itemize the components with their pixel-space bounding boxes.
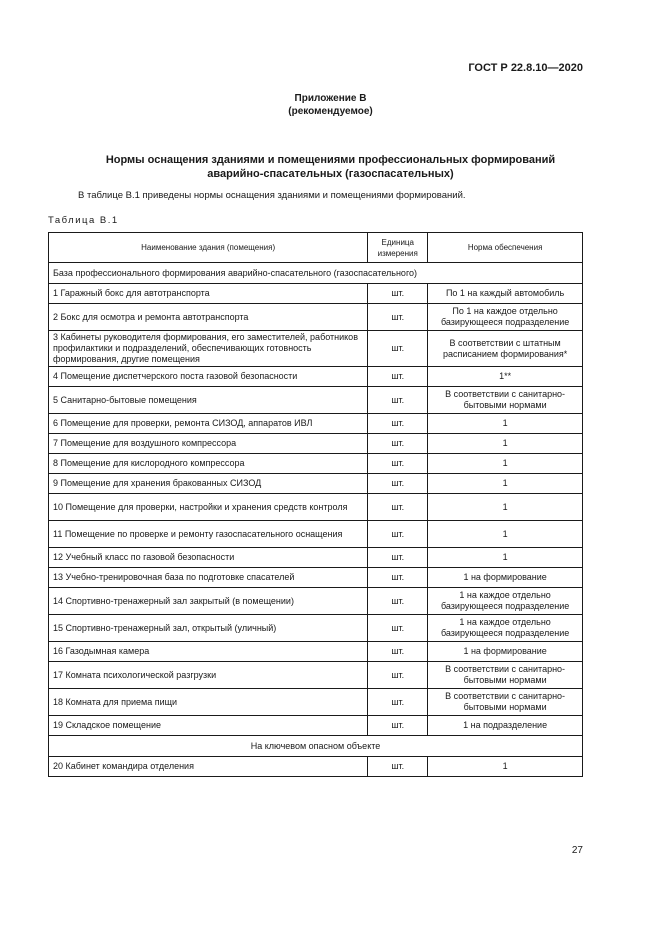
cell-unit: шт. bbox=[368, 689, 428, 716]
cell-name: 13 Учебно-тренировочная база по подготовке спасателей bbox=[49, 568, 368, 588]
cell-norm: 1 bbox=[428, 414, 583, 434]
cell-norm: 1 на формирование bbox=[428, 568, 583, 588]
cell-name: 15 Спортивно-тренажерный зал, открытый (уличный) bbox=[49, 615, 368, 642]
cell-name: 17 Комната психологической разгрузки bbox=[49, 662, 368, 689]
cell-unit: шт. bbox=[368, 454, 428, 474]
cell-norm: В соответствии с санитарно-бытовыми нормами bbox=[428, 387, 583, 414]
cell-name: 4 Помещение диспетчерского поста газовой безопасности bbox=[49, 367, 368, 387]
cell-name: 18 Комната для приема пищи bbox=[49, 689, 368, 716]
cell-unit: шт. bbox=[368, 494, 428, 521]
cell-name: 3 Кабинеты руководителя формирования, его заместителей, работников профилактики и подразделений, обеспечивающих готовность формирования, другие помещения bbox=[49, 331, 368, 367]
cell-name: 16 Газодымная камера bbox=[49, 642, 368, 662]
cell-norm: По 1 на каждое отдельно базирующееся подразделение bbox=[428, 304, 583, 331]
cell-unit: шт. bbox=[368, 548, 428, 568]
cell-norm: 1** bbox=[428, 367, 583, 387]
cell-norm: 1 bbox=[428, 474, 583, 494]
cell-norm: В соответствии с штатным расписанием формирования* bbox=[428, 331, 583, 367]
cell-norm: 1 bbox=[428, 757, 583, 777]
table-row bbox=[49, 284, 583, 304]
table-row bbox=[49, 662, 583, 689]
cell-name: 19 Складское помещение bbox=[49, 716, 368, 736]
appendix-subtitle: (рекомендуемое) bbox=[288, 106, 373, 117]
page-number: 27 bbox=[571, 845, 583, 856]
cell-norm: 1 bbox=[428, 521, 583, 548]
cell-unit: шт. bbox=[368, 642, 428, 662]
cell-name: 14 Спортивно-тренажерный зал закрытый (в помещении) bbox=[49, 588, 368, 615]
cell-unit: шт. bbox=[368, 716, 428, 736]
table-row bbox=[49, 414, 583, 434]
cell-name: 6 Помещение для проверки, ремонта СИЗОД, аппаратов ИВЛ bbox=[49, 414, 368, 434]
appendix-title: Приложение В bbox=[294, 93, 367, 104]
cell-unit: шт. bbox=[368, 521, 428, 548]
section-heading bbox=[0, 153, 661, 181]
section-row-base bbox=[49, 263, 583, 284]
table-row bbox=[49, 304, 583, 331]
table-row bbox=[49, 588, 583, 615]
cell-name: 1 Гаражный бокс для автотранспорта bbox=[49, 284, 368, 304]
cell-norm: 1 на формирование bbox=[428, 642, 583, 662]
cell-norm: 1 на подразделение bbox=[428, 716, 583, 736]
table-row bbox=[49, 716, 583, 736]
cell-norm: 1 на каждое отдельно базирующееся подразделение bbox=[428, 588, 583, 615]
cell-unit: шт. bbox=[368, 434, 428, 454]
heading-line-2: аварийно-спасательных (газоспасательных) bbox=[207, 168, 454, 180]
cell-unit: шт. bbox=[368, 474, 428, 494]
table-row bbox=[49, 367, 583, 387]
cell-name: 8 Помещение для кислородного компрессора bbox=[49, 454, 368, 474]
table-row bbox=[49, 331, 583, 367]
section-row-key-object-label: На ключевом опасном объекте bbox=[49, 736, 583, 757]
table-row bbox=[49, 757, 583, 777]
cell-unit: шт. bbox=[368, 568, 428, 588]
cell-unit: шт. bbox=[368, 331, 428, 367]
table-row bbox=[49, 387, 583, 414]
table-row bbox=[49, 494, 583, 521]
cell-norm: 1 bbox=[428, 548, 583, 568]
cell-name: 9 Помещение для хранения бракованных СИЗОД bbox=[49, 474, 368, 494]
table-row bbox=[49, 642, 583, 662]
appendix-header bbox=[0, 92, 661, 118]
cell-name: 2 Бокс для осмотра и ремонта автотранспорта bbox=[49, 304, 368, 331]
cell-name: 7 Помещение для воздушного компрессора bbox=[49, 434, 368, 454]
cell-name: 5 Санитарно-бытовые помещения bbox=[49, 387, 368, 414]
cell-unit: шт. bbox=[368, 615, 428, 642]
section-row-base-label: База профессионального формирования аварийно-спасательного (газоспасательного) bbox=[49, 263, 583, 284]
cell-norm: 1 bbox=[428, 494, 583, 521]
cell-norm: 1 bbox=[428, 434, 583, 454]
norms-table bbox=[48, 232, 583, 777]
table-row bbox=[49, 434, 583, 454]
table-row bbox=[49, 615, 583, 642]
cell-norm: 1 на каждое отдельно базирующееся подразделение bbox=[428, 615, 583, 642]
header-norm: Норма обеспечения bbox=[428, 233, 583, 263]
intro-text: В таблице В.1 приведены нормы оснащения зданиями и помещениями формирований. bbox=[78, 190, 466, 201]
cell-name: 10 Помещение для проверки, настройки и хранения средств контроля bbox=[49, 494, 368, 521]
cell-name: 12 Учебный класс по газовой безопасности bbox=[49, 548, 368, 568]
cell-name: 11 Помещение по проверке и ремонту газоспасательного оснащения bbox=[49, 521, 368, 548]
cell-unit: шт. bbox=[368, 757, 428, 777]
table-row bbox=[49, 548, 583, 568]
table-row bbox=[49, 454, 583, 474]
heading-line-1: Нормы оснащения зданиями и помещениями профессиональных формирований bbox=[105, 154, 556, 166]
cell-norm: По 1 на каждый автомобиль bbox=[428, 284, 583, 304]
cell-unit: шт. bbox=[368, 304, 428, 331]
table-row bbox=[49, 474, 583, 494]
cell-unit: шт. bbox=[368, 662, 428, 689]
table-body bbox=[49, 263, 583, 777]
cell-name: 20 Кабинет командира отделения bbox=[49, 757, 368, 777]
cell-norm: 1 bbox=[428, 454, 583, 474]
cell-unit: шт. bbox=[368, 284, 428, 304]
table-row bbox=[49, 521, 583, 548]
table-label: Таблица В.1 bbox=[48, 215, 119, 226]
cell-unit: шт. bbox=[368, 367, 428, 387]
cell-unit: шт. bbox=[368, 414, 428, 434]
table-header-row bbox=[49, 233, 583, 263]
header-name: Наименование здания (помещения) bbox=[49, 233, 368, 263]
document-code: ГОСТ Р 22.8.10—2020 bbox=[468, 62, 583, 74]
header-unit: Единица измерения bbox=[368, 233, 428, 263]
cell-norm: В соответствии с санитарно-бытовыми нормами bbox=[428, 689, 583, 716]
cell-unit: шт. bbox=[368, 588, 428, 615]
section-row-key-object bbox=[49, 736, 583, 757]
table-row bbox=[49, 568, 583, 588]
cell-norm: В соответствии с санитарно-бытовыми нормами bbox=[428, 662, 583, 689]
table-row bbox=[49, 689, 583, 716]
cell-unit: шт. bbox=[368, 387, 428, 414]
